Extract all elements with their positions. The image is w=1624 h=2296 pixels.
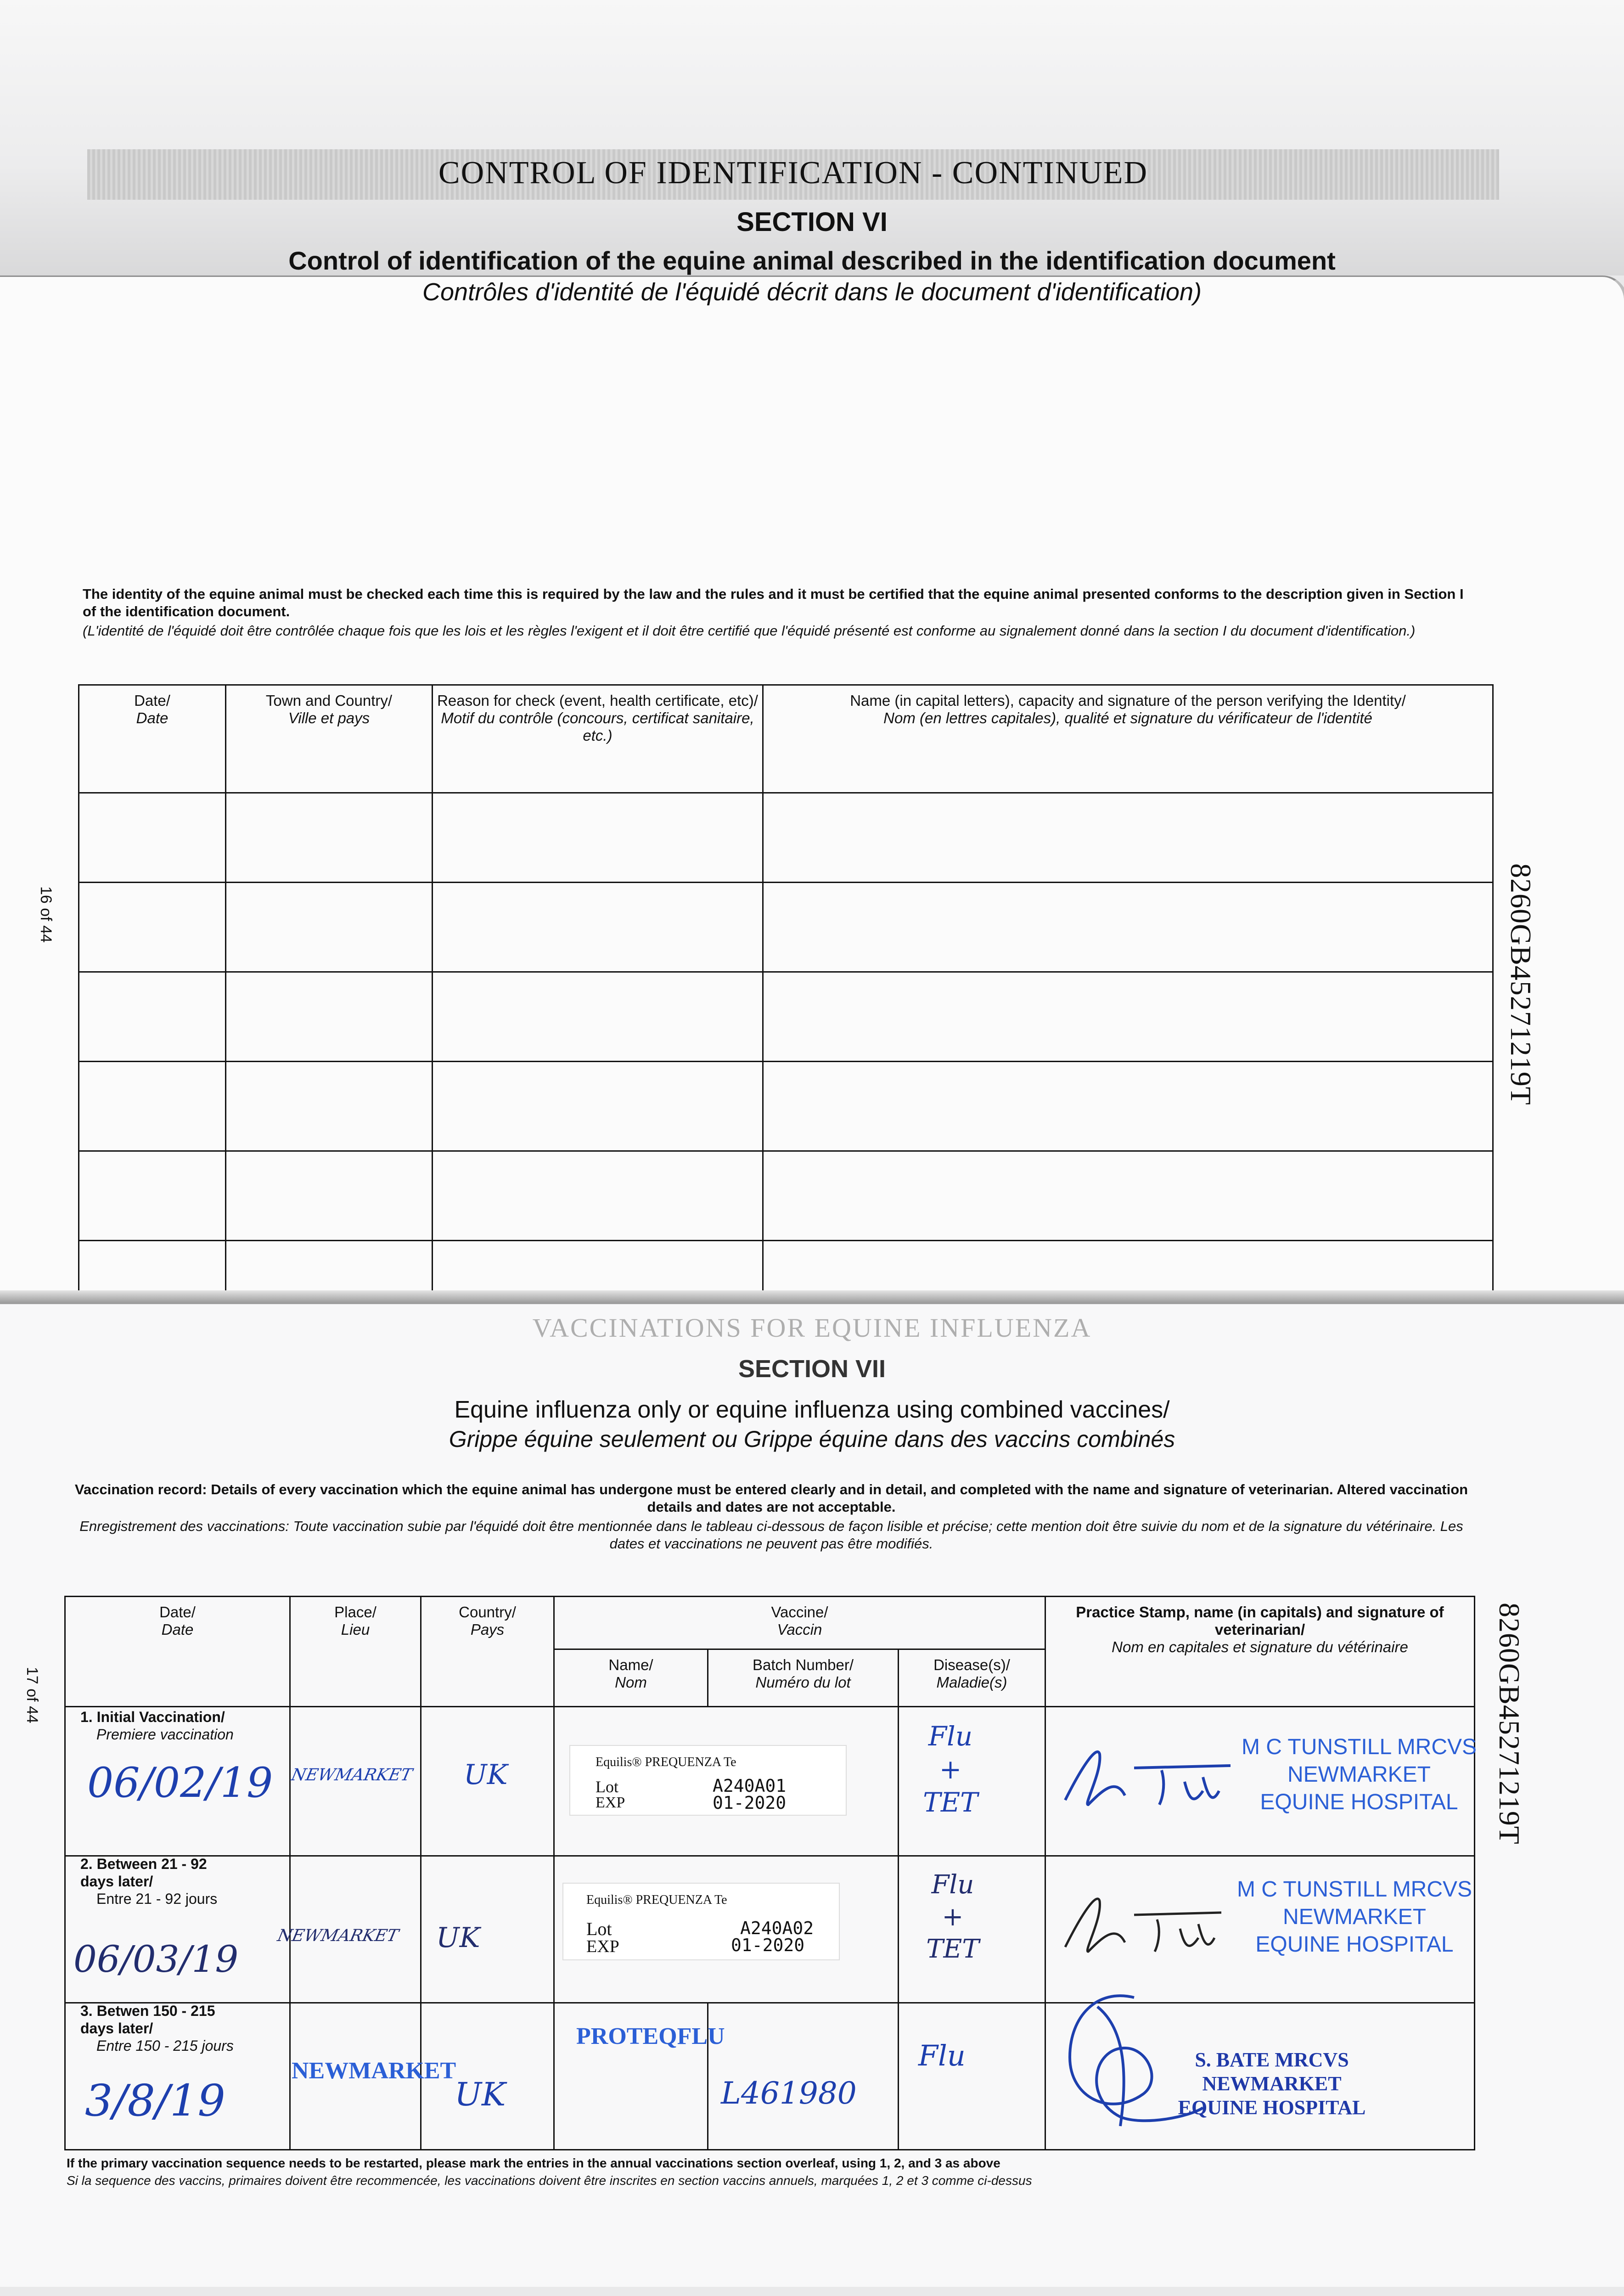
document-code-upper: 8260GB45271219T [1505, 863, 1537, 1105]
table-row [79, 883, 1493, 972]
sticker-2-exp: 01-2020 [731, 1935, 805, 1955]
row-3-vaccine-name: PROTEQFLU [576, 2023, 725, 2049]
row-1-disease [909, 1720, 992, 1819]
stamp-3-name: S. BATE MRCVS [1195, 2048, 1349, 2071]
instructions-fr: (L'identité de l'équidé doit être contrôlée chaque fois que les lois et les règles l'exigent et il doit être certifié que l'équidé présenté est conforme au signalement donné dans la section I du document d'identification.) [83, 623, 1416, 639]
stamp-1-name: M C TUNSTILL MRCVS [1241, 1735, 1477, 1759]
vaccine-sticker-1 [569, 1745, 847, 1816]
col-header-name: Name/ Nom [554, 1649, 708, 1707]
row-1-disease-2: + [939, 1754, 962, 1785]
sticker-1-lot-label: Lot [596, 1778, 618, 1796]
section-vii-heading: SECTION VII [738, 1355, 886, 1383]
section-vii-title: Equine influenza only or equine influenza using combined vaccines/ [454, 1396, 1170, 1423]
row-2-disease [911, 1869, 994, 1965]
table-cell [763, 883, 1493, 972]
row-1-label [80, 1708, 292, 1743]
row-2-label [80, 1855, 236, 1908]
section-vi-title: Control of identification of the equine animal described in the identification document [288, 246, 1336, 275]
table-cell [763, 1062, 1493, 1151]
row-3-label [80, 2002, 236, 2054]
table-row [79, 1062, 1493, 1151]
section-vii-subtitle: Grippe équine seulement ou Grippe équine dans des vaccins combinés [449, 1426, 1175, 1452]
stamp-1-hospital: EQUINE HOSPITAL [1260, 1790, 1458, 1814]
row-3-label-fr: Entre 150 - 215 jours [96, 2037, 234, 2054]
row-1-label-en: 1. Initial Vaccination/ [80, 1709, 225, 1725]
row-2-disease-2: + [942, 1902, 964, 1932]
stamp-3-hospital: EQUINE HOSPITAL [1178, 2096, 1366, 2119]
vaccination-record-fr: Enregistrement des vaccinations: Toute vaccination subie par l'équidé doit être mentionnée dans le tableau ci-dessous de façon lisible et précise; cette mention doit être suivie du nom et de la signature du vétérinaire. Les dates et vaccinations ne peuvent pas être modifiés. [79, 1518, 1463, 1552]
page-number-16: 16 of 44 [37, 886, 55, 943]
table-cell [226, 793, 433, 883]
table-cell [79, 1151, 226, 1241]
footer-note-en: If the primary vaccination sequence needs to be restarted, please mark the entries in the annual vaccinations section overleaf, using 1, 2, and 3 as above [67, 2156, 1000, 2170]
col-header-reason: Reason for check (event, health certificate, etc)/ Motif du contrôle (concours, certificat sanitaire, etc.) [433, 685, 763, 793]
stamp-2-hospital: EQUINE HOSPITAL [1255, 1932, 1454, 1957]
table-cell [433, 1241, 763, 1291]
table-cell [433, 793, 763, 883]
table-cell [433, 883, 763, 972]
table-cell [226, 1241, 433, 1291]
table-cell [763, 1151, 1493, 1241]
row-3-disease: Flu [918, 2039, 966, 2072]
col-header-date: Date/ Date [65, 1597, 290, 1707]
banner-title: CONTROL OF IDENTIFICATION - CONTINUED [438, 155, 1148, 191]
sticker-2-exp-label: EXP [586, 1937, 619, 1956]
row-1-disease-1: Flu [928, 1721, 973, 1752]
table-cell [79, 972, 226, 1062]
stamp-2-town: NEWMARKET [1283, 1905, 1426, 1929]
col-header-vaccine: Vaccine/ Vaccin [554, 1597, 1045, 1649]
table-cell [226, 972, 433, 1062]
sticker-1-exp: 01-2020 [713, 1793, 787, 1813]
col-header-date: Date/ Date [79, 685, 226, 793]
row-2-place: NEWMARKET [275, 1926, 400, 1945]
col-header-place: Place/ Lieu [290, 1597, 421, 1707]
col-header-country: Country/ Pays [421, 1597, 554, 1707]
col-header-town: Town and Country/ Ville et pays [226, 685, 433, 793]
sticker-1-brand: Equilis® PREQUENZA Te [596, 1755, 736, 1769]
table-row [79, 1241, 1493, 1291]
sticker-2-brand: Equilis® PREQUENZA Te [586, 1893, 727, 1907]
row-2-country: UK [436, 1922, 480, 1954]
vaccine-sticker-2 [562, 1883, 840, 1960]
sticker-2-lot: A240A02 [740, 1918, 814, 1938]
row-1-country: UK [464, 1759, 508, 1791]
vaccination-record-en: Vaccination record: Details of every vaccination which the equine animal has undergone must be entered clearly and in detail, and completed with the name and signature of veterinarian. Altered vaccination details and dates are not acceptable. [74, 1481, 1468, 1515]
section-vi-subtitle: Contrôles d'identité de l'équidé décrit dans le document d'identification) [422, 278, 1202, 306]
row-3-place: NEWMARKET [292, 2058, 456, 2084]
row-3-batch: L461980 [721, 2076, 857, 2111]
row-2-disease-1: Flu [931, 1870, 974, 1900]
row-2-label-fr: Entre 21 - 92 jours [96, 1891, 218, 1907]
row-2-label-en: 2. Between 21 - 92 days later/ [80, 1856, 207, 1890]
stamp-3-town: NEWMARKET [1202, 2072, 1342, 2095]
table-cell [433, 1151, 763, 1241]
table-cell [433, 1062, 763, 1151]
table-row [79, 1151, 1493, 1241]
sticker-2-lot-label: Lot [586, 1919, 612, 1939]
table-cell [226, 1062, 433, 1151]
table-cell [433, 972, 763, 1062]
row-1-date: 06/02/19 [87, 1759, 273, 1807]
ghost-heading: VACCINATIONS FOR EQUINE INFLUENZA [532, 1313, 1092, 1343]
table-cell [763, 972, 1493, 1062]
table-cell [79, 1062, 226, 1151]
table-cell [79, 883, 226, 972]
stamp-row-2 [1235, 1876, 1474, 1958]
stamp-row-1 [1240, 1733, 1478, 1816]
instructions-en: The identity of the equine animal must be checked each time this is required by the law and the rules and it must be certified that the equine animal presented conforms to the description given in Section I of the identification document. [83, 586, 1464, 619]
table-cell [79, 1241, 226, 1291]
row-1-place: NEWMARKET [289, 1766, 414, 1784]
table-cell [226, 1151, 433, 1241]
section-vi-heading: SECTION VI [736, 207, 888, 237]
stamp-row-3 [1175, 2048, 1368, 2120]
row-1-label-fr: Premiere vaccination [96, 1726, 234, 1743]
col-header-batch: Batch Number/ Numéro du lot [708, 1649, 899, 1707]
row-2-disease-3: TET [926, 1934, 979, 1964]
table-cell [226, 883, 433, 972]
sticker-1-exp-label: EXP [596, 1794, 625, 1811]
row-3-date: 3/8/19 [85, 2076, 225, 2126]
identification-check-table [78, 684, 1494, 1292]
signature-row-2 [1056, 1883, 1221, 1965]
col-header-disease: Disease(s)/ Maladie(s) [899, 1649, 1045, 1707]
table-cell [79, 793, 226, 883]
col-header-verifier: Name (in capital letters), capacity and signature of the person verifying the Identity/ Nom (en lettres capitales), qualité et signature du vérificateur de l'identité [763, 685, 1493, 793]
col-header-practice: Practice Stamp, name (in capitals) and signature of veterinarian/ Nom en capitales et signature du vétérinaire [1045, 1597, 1475, 1707]
table-row [79, 972, 1493, 1062]
sticker-1-lot: A240A01 [713, 1776, 787, 1796]
table-cell [899, 2003, 1045, 2150]
stamp-2-name: M C TUNSTILL MRCVS [1236, 1877, 1472, 1902]
row-1-disease-3: TET [923, 1787, 978, 1818]
row-3-label-en: 3. Betwen 150 - 215 days later/ [80, 2003, 215, 2037]
signature-row-1 [1056, 1736, 1231, 1818]
row-2-date: 06/03/19 [73, 1938, 239, 1981]
row-3-country: UK [455, 2076, 506, 2113]
document-code-lower: 8260GB45271219T [1493, 1603, 1526, 1845]
stamp-1-town: NEWMARKET [1287, 1762, 1431, 1787]
footer-note-fr: Si la sequence des vaccins, primaires doivent être recommencée, les vaccinations doivent être inscrites en section vaccins annuels, marquées 1, 2 et 3 comme ci-dessus [67, 2173, 1032, 2188]
table-row [79, 793, 1493, 883]
page-number-17: 17 of 44 [23, 1667, 41, 1723]
table-cell [763, 793, 1493, 883]
table-cell [763, 1241, 1493, 1291]
